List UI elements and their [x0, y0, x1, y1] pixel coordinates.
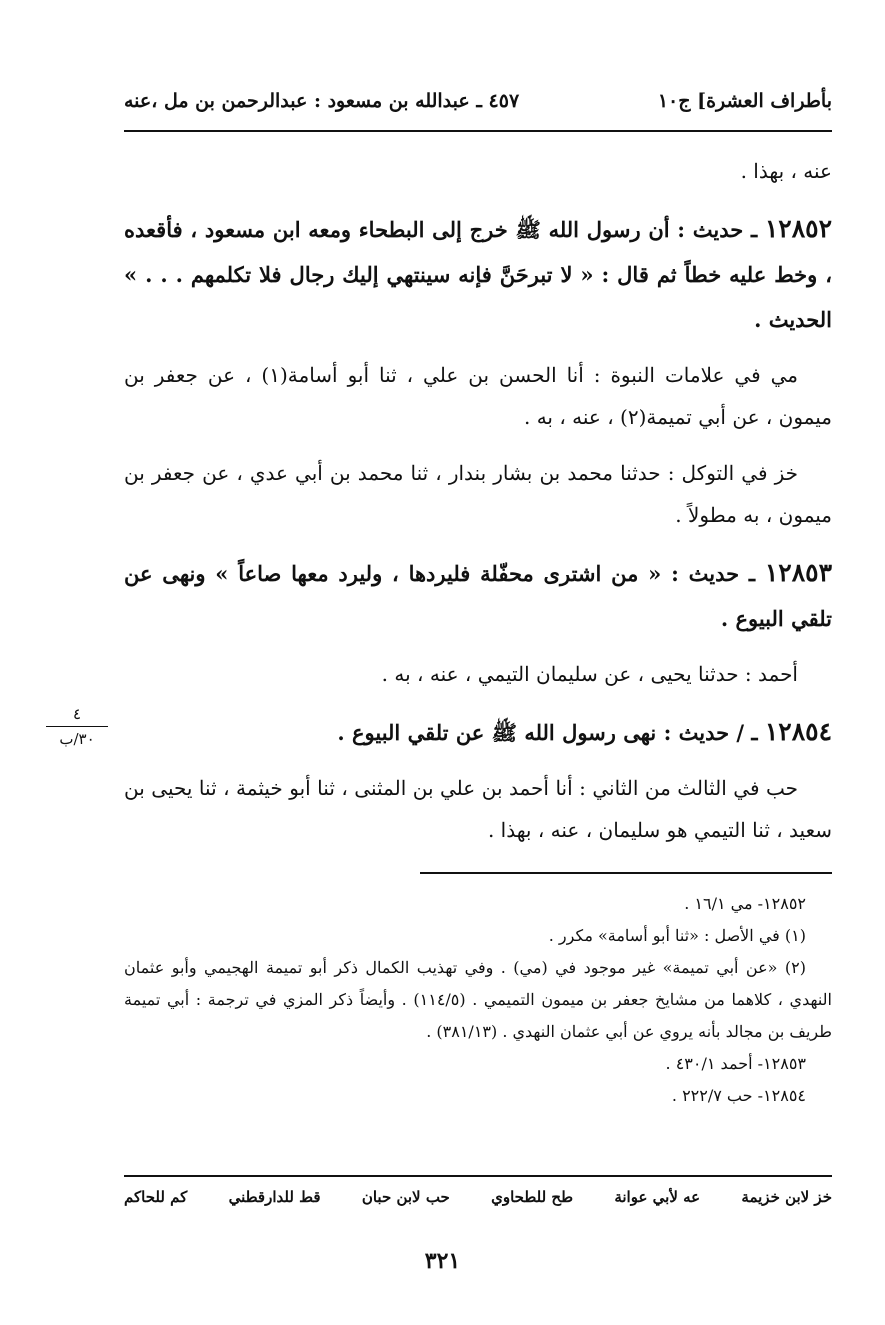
- main-text: [124, 150, 832, 865]
- hadith-text: ـ حديث : أن رسول الله ﷺ خرج إلى البطحاء ومعه ابن مسعود ، فأقعده ، وخط عليه خطاً ثم قال : « لا تبرحَنَّ فإنه سينتهي إليك رجال فلا تكلمهم . . . » الحديث .: [124, 217, 832, 332]
- hadith-number: ١٢٨٥٢: [764, 214, 833, 243]
- abbreviation: كم للحاكم: [124, 1188, 188, 1206]
- folio-bottom: ٣٠/ب: [59, 730, 95, 748]
- source-khz: خز في التوكل : حدثنا محمد بن بشار بندار ، ثنا محمد بن أبي عدي ، عن جعفر بن ميمون ، به مطولاً .: [124, 461, 832, 527]
- source-ahmad: أحمد : حدثنا يحيى ، عن سليمان التيمي ، عنه ، به .: [381, 662, 798, 686]
- footnote: ١٢٨٥٤- حب ٢٢٢/٧ .: [671, 1086, 806, 1105]
- hadith-12852: [124, 206, 832, 342]
- hadith-12853: [124, 550, 832, 641]
- source-hb: حب في الثالث من الثاني : أنا أحمد بن علي بن المثنى ، ثنا أبو خيثمة ، ثنا يحيى بن سعيد ، ثنا التيمي هو سليمان ، عنه ، بهذا .: [124, 776, 832, 842]
- footnotes: [124, 888, 832, 1112]
- source-mi: مي في علامات النبوة : أنا الحسن بن علي ، ثنا أبو أسامة(١) ، عن جعفر بن ميمون ، عن أبي تميمة(٢) ، عنه ، به .: [124, 363, 832, 429]
- continuation-line: عنه ، بهذا .: [740, 159, 832, 183]
- manuscript-folio-note: [42, 704, 112, 749]
- folio-top: ٤: [72, 705, 82, 723]
- abbreviation: عه لأبي عوانة: [614, 1188, 701, 1206]
- footnote: ١٢٨٥٣- أحمد ٤٣٠/١ .: [665, 1054, 806, 1073]
- footnote: ١٢٨٥٢- مي ١٦/١ .: [684, 894, 806, 913]
- hadith-text: ـ حديث : « من اشترى محفّلة فليردها ، وليرد معها صاعاً » ونهى عن تلقي البيوع .: [124, 561, 832, 631]
- abbreviation: طح للطحاوي: [491, 1188, 574, 1206]
- running-head: [124, 86, 832, 116]
- section-title: ٤٥٧ ـ عبدالله بن مسعود : عبدالرحمن بن مل ،عنه: [124, 90, 520, 112]
- page-number: ٣٢١: [424, 1248, 461, 1274]
- footnote: (٢) «عن أبي تميمة» غير موجود في (مي) . وفي تهذيب الكمال ذكر أبو تميمة الهجيمي وأبو عثمان النهدي ، كلاهما من مشايخ جعفر بن ميمون التميمي . (١١٤/٥) . وأيضاً ذكر المزي في ترجمة : أبي تميمة طريف بن مجالد بأنه يروي عن أبي عثمان النهدي . (٣٨١/١٣) .: [124, 958, 833, 1041]
- abbreviation: قط للدارقطني: [228, 1188, 321, 1206]
- footnote-rule: [420, 872, 832, 874]
- hadith-number: ١٢٨٥٣: [764, 558, 832, 587]
- book-title: بأطراف العشرة] ج١٠: [657, 90, 832, 112]
- header-rule: [124, 130, 832, 132]
- abbreviation-key: [124, 1188, 832, 1206]
- hadith-number: ١٢٨٥٤: [764, 717, 832, 746]
- abbreviation: خز لابن خزيمة: [741, 1188, 832, 1206]
- folio-divider: [46, 726, 108, 727]
- abbreviation: حب لابن حبان: [361, 1188, 450, 1206]
- hadith-text: ـ / حديث : نهى رسول الله ﷺ عن تلقي البيوع .: [337, 720, 758, 745]
- footnote: (١) في الأصل : «ثنا أبو أسامة» مكرر .: [548, 926, 806, 945]
- hadith-12854: [124, 709, 832, 755]
- bottom-rule: [124, 1175, 832, 1177]
